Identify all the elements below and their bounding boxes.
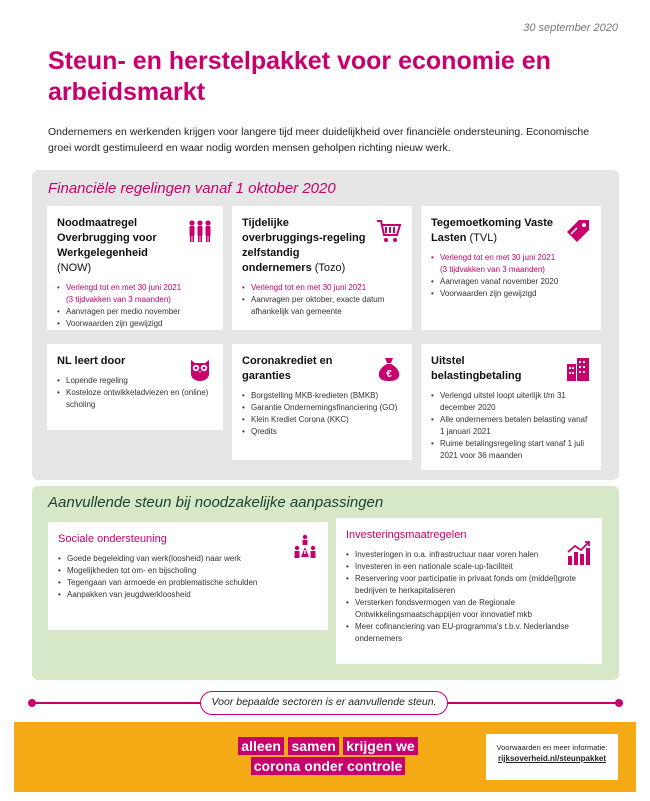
money-bag-icon bbox=[376, 356, 402, 382]
list-item: • Qredits bbox=[242, 426, 402, 438]
card-nl-leert-door bbox=[47, 344, 223, 430]
card-tvl bbox=[421, 206, 601, 330]
list-item: • Verlengd tot en met 30 juni 2021 bbox=[57, 282, 213, 294]
additional-support-section bbox=[32, 486, 619, 680]
slogan-word: samen bbox=[288, 737, 338, 755]
list-item: • Aanvragen per medio november bbox=[57, 306, 213, 318]
list-item: • Verlengd uitstel loopt uiterlijk t/m 31 december 2020 bbox=[431, 390, 591, 414]
footer bbox=[14, 722, 636, 792]
slogan-word: corona onder controle bbox=[251, 757, 406, 775]
list-item: • Aanpakken van jeugdwerkloosheid bbox=[58, 589, 318, 601]
list-item: • Klein Krediet Corona (KKC) bbox=[242, 414, 402, 426]
list-item: • Verlengd tot en met 30 juni 2021 bbox=[431, 252, 591, 264]
list-item: • Borgstelling MKB-kredieten (BMKB) bbox=[242, 390, 402, 402]
card-tozo bbox=[232, 206, 412, 330]
list-item: • Voorwaarden zijn gewijzigd bbox=[57, 318, 213, 330]
date: 30 september 2020 bbox=[523, 22, 618, 34]
card-uitstel-belasting bbox=[421, 344, 601, 470]
slogan-word: alleen bbox=[238, 737, 284, 755]
card-tozo-title: Tijdelijke overbruggings-regeling zelfstandig ondernemers (Tozo) bbox=[242, 217, 366, 274]
info-box bbox=[486, 734, 618, 780]
additional-support-title: Aanvullende steun bij noodzakelijke aanpassingen bbox=[48, 494, 384, 511]
sector-banner: Voor bepaalde sectoren is er aanvullende steun. bbox=[200, 691, 448, 715]
list-item: • Investeren in een nationale scale-up-faciliteit bbox=[346, 561, 592, 573]
list-item: • Alle ondernemers betalen belasting vanaf 1 januari 2021 bbox=[431, 414, 591, 438]
card-coronakrediet-title: Coronakrediet en garanties bbox=[242, 355, 333, 382]
financial-section-title: Financiële regelingen vanaf 1 oktober 2020 bbox=[48, 180, 336, 197]
divider-dot-left bbox=[28, 699, 36, 707]
list-item: • Mogelijkheden tot om- en bijscholing bbox=[58, 565, 318, 577]
price-tag-icon bbox=[565, 218, 591, 244]
card-sociale-ondersteuning-title: Sociale ondersteuning bbox=[58, 533, 167, 545]
card-nl-leert-door-title: NL leert door bbox=[57, 355, 126, 367]
list-item: • Investeringen in o.a. infrastructuur naar voren halen bbox=[346, 549, 592, 561]
list-item: • Voorwaarden zijn gewijzigd bbox=[431, 288, 591, 300]
list-item: (3 tijdvakken van 3 maanden) bbox=[440, 265, 545, 274]
shopping-cart-icon bbox=[376, 218, 402, 244]
list-item: • Meer cofinanciering van EU-programma's t.b.v. Nederlandse ondernemers bbox=[346, 621, 592, 645]
info-link[interactable]: rijksoverheid.nl/steunpakket bbox=[497, 754, 607, 763]
slogan bbox=[238, 736, 418, 776]
info-label: Voorwaarden en meer informatie: bbox=[496, 743, 608, 752]
intro-text: Ondernemers en werkenden krijgen voor langere tijd meer duidelijkheid over financiële ondersteuning. Economische groei wordt gestimuleerd en waar nodig worden mensen geholpen richting nieuw werk. bbox=[48, 126, 590, 154]
list-item: • Aanvragen per oktober, exacte datum afhankelijk van gemeente bbox=[242, 294, 402, 318]
svg-text:€: € bbox=[386, 369, 392, 380]
financial-section bbox=[32, 170, 619, 480]
list-item: • Garantie Ondernemingsfinanciering (GO) bbox=[242, 402, 402, 414]
card-investeringsmaatregelen bbox=[336, 518, 602, 664]
card-uitstel-belasting-title: Uitstel belastingbetaling bbox=[431, 355, 522, 382]
card-investeringsmaatregelen-title: Investeringsmaatregelen bbox=[346, 529, 467, 541]
card-now bbox=[47, 206, 223, 330]
list-item: • Verlengd tot en met 30 juni 2021 bbox=[242, 282, 402, 294]
list-item: • Kosteloze ontwikkeladviezen en (online) scholing bbox=[57, 387, 213, 411]
card-sociale-ondersteuning bbox=[48, 522, 328, 630]
list-item: (3 tijdvakken van 3 maanden) bbox=[66, 295, 171, 304]
card-coronakrediet bbox=[232, 344, 412, 460]
list-item: • Versterken fondsvermogen van de Regionale Ontwikkelingsmaatschappijen voor innovatief mkb bbox=[346, 597, 592, 621]
list-item: • Reservering voor participatie in privaat fonds om (middel)grote bedrijven te herkapitaliseren bbox=[346, 573, 592, 597]
people-icon bbox=[187, 218, 213, 244]
page-title: Steun- en herstelpakket voor economie en arbeidsmarkt bbox=[48, 47, 551, 106]
list-item: • Goede begeleiding van werk(loosheid) naar werk bbox=[58, 553, 318, 565]
list-item: • Tegengaan van armoede en problematische schulden bbox=[58, 577, 318, 589]
list-item: • Aanvragen vanaf november 2020 bbox=[431, 276, 591, 288]
slogan-word: krijgen we bbox=[343, 737, 417, 755]
list-item: • Ruime betalingsregeling start vanaf 1 juli 2021 voor 36 maanden bbox=[431, 438, 591, 462]
divider-dot-right bbox=[615, 699, 623, 707]
list-item: • Lopende regeling bbox=[57, 375, 213, 387]
card-tvl-title: Tegemoetkoming Vaste Lasten (TVL) bbox=[431, 217, 554, 244]
card-now-title: Noodmaatregel Overbrugging voor Werkgelegenheid (NOW) bbox=[57, 217, 157, 274]
buildings-icon bbox=[565, 356, 591, 382]
